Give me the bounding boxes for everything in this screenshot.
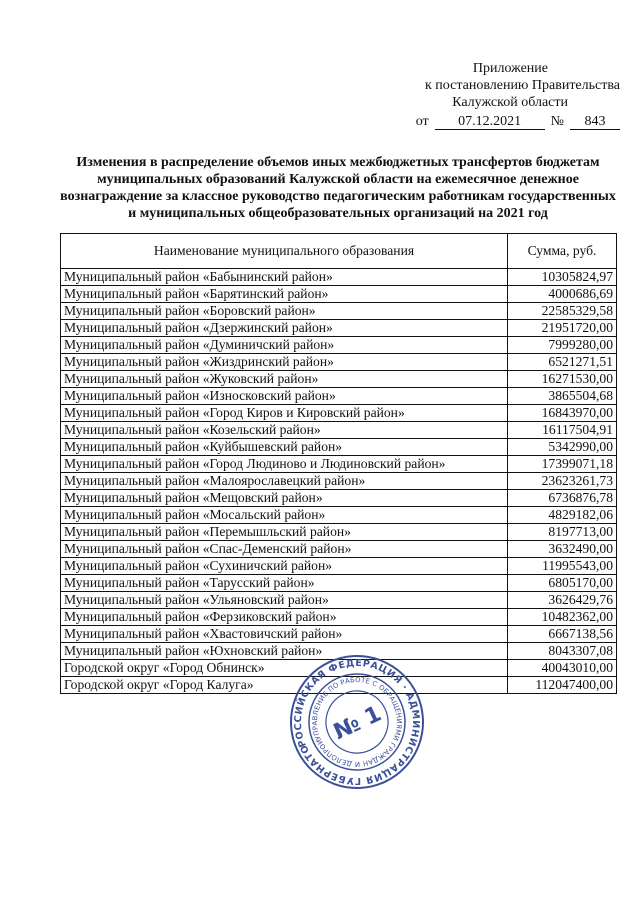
row-sum: 21951720,00 [508, 320, 617, 337]
row-name: Муниципальный район «Сухиничский район» [61, 558, 508, 575]
row-name: Муниципальный район «Перемышльский район» [61, 524, 508, 541]
row-name: Муниципальный район «Барятинский район» [61, 286, 508, 303]
table-row [61, 456, 617, 473]
document-title: Изменения в распределение объемов иных межбюджетных трансфертов бюджетам муниципальных образований Калужской области на ежемесячное денежное вознаграждение за классное руководство педагогическим работникам государственных и муниципальных общеобразовательных организаций на 2021 год [60, 155, 616, 221]
row-sum: 7999280,00 [508, 337, 617, 354]
table-row [61, 303, 617, 320]
table-row [61, 337, 617, 354]
seal-number: № 1 [329, 701, 386, 746]
table-row [61, 388, 617, 405]
table-row [61, 490, 617, 507]
table-header-row [61, 234, 617, 269]
table-row [61, 541, 617, 558]
appendix-line-2: к постановлению Правительства [424, 78, 620, 93]
signature-line [400, 113, 620, 130]
allocation-table [60, 233, 617, 694]
row-name: Муниципальный район «Город Людиново и Людиновский район» [61, 456, 508, 473]
row-name: Муниципальный район «Дзержинский район» [61, 320, 508, 337]
row-sum: 40043010,00 [508, 660, 617, 677]
row-sum: 6805170,00 [508, 575, 617, 592]
table-row [61, 320, 617, 337]
row-name: Городской округ «Город Калуга» [61, 677, 508, 694]
row-sum: 10305824,97 [508, 269, 617, 286]
svg-text:РОССИЙСКАЯ ФЕДЕРАЦИЯ · АДМИНИС: РОССИЙСКАЯ ФЕДЕРАЦИЯ · АДМИНИСТРАЦИЯ ГУБЕРНАТОРА [292, 657, 422, 787]
row-name: Муниципальный район «Куйбышевский район» [61, 439, 508, 456]
appendix-line-1: Приложение [472, 61, 548, 76]
table-row [61, 371, 617, 388]
row-name: Муниципальный район «Ульяновский район» [61, 592, 508, 609]
row-sum: 16271530,00 [508, 371, 617, 388]
table-row [61, 507, 617, 524]
row-sum: 17399071,18 [508, 456, 617, 473]
row-name: Муниципальный район «Мещовский район» [61, 490, 508, 507]
appendix-block [400, 60, 620, 130]
row-sum: 3632490,00 [508, 541, 617, 558]
number-sign: № [550, 114, 564, 129]
table-row [61, 286, 617, 303]
table-row [61, 558, 617, 575]
row-sum: 22585329,58 [508, 303, 617, 320]
table-row [61, 524, 617, 541]
svg-text:УПРАВЛЕНИЕ ПО РАБОТЕ С ОБРАЩЕН: УПРАВЛЕНИЕ ПО РАБОТЕ С ОБРАЩЕНИЯМИ ГРАЖДАН И ДЕЛОПРОИЗВОДСТВУ [310, 675, 404, 769]
row-sum: 11995543,00 [508, 558, 617, 575]
header-name: Наименование муниципального образования [61, 234, 508, 269]
appendix-line-3: Калужской области [452, 95, 568, 110]
header-sum: Сумма, руб. [508, 234, 617, 269]
row-name: Муниципальный район «Козельский район» [61, 422, 508, 439]
row-sum: 16117504,91 [508, 422, 617, 439]
row-name: Муниципальный район «Бабынинский район» [61, 269, 508, 286]
row-sum: 4000686,69 [508, 286, 617, 303]
row-sum: 3865504,68 [508, 388, 617, 405]
official-seal [288, 653, 426, 791]
row-name: Муниципальный район «Спас-Деменский район» [61, 541, 508, 558]
table-row [61, 422, 617, 439]
table-row [61, 575, 617, 592]
table-body [61, 269, 617, 694]
row-sum: 6667138,56 [508, 626, 617, 643]
row-sum: 8197713,00 [508, 524, 617, 541]
row-sum: 23623261,73 [508, 473, 617, 490]
row-sum: 6521271,51 [508, 354, 617, 371]
document-number: 843 [570, 114, 620, 130]
row-sum: 10482362,00 [508, 609, 617, 626]
row-name: Муниципальный район «Боровский район» [61, 303, 508, 320]
table-row [61, 592, 617, 609]
row-sum: 6736876,78 [508, 490, 617, 507]
table-row [61, 626, 617, 643]
row-sum: 3626429,76 [508, 592, 617, 609]
row-name: Муниципальный район «Жуковский район» [61, 371, 508, 388]
document-date: 07.12.2021 [435, 114, 545, 130]
table-row [61, 269, 617, 286]
table-row [61, 405, 617, 422]
row-name: Муниципальный район «Износковский район» [61, 388, 508, 405]
row-sum: 8043307,08 [508, 643, 617, 660]
row-sum: 4829182,06 [508, 507, 617, 524]
row-sum: 5342990,00 [508, 439, 617, 456]
row-sum: 16843970,00 [508, 405, 617, 422]
row-name: Муниципальный район «Жиздринский район» [61, 354, 508, 371]
row-name: Городской округ «Город Обнинск» [61, 660, 508, 677]
row-name: Муниципальный район «Тарусский район» [61, 575, 508, 592]
table-row [61, 354, 617, 371]
row-name: Муниципальный район «Мосальский район» [61, 507, 508, 524]
row-name: Муниципальный район «Хвастовичский район» [61, 626, 508, 643]
from-label: от [415, 114, 429, 129]
table-row [61, 473, 617, 490]
row-name: Муниципальный район «Юхновский район» [61, 643, 508, 660]
row-name: Муниципальный район «Думиничский район» [61, 337, 508, 354]
table-row [61, 609, 617, 626]
row-name: Муниципальный район «Город Киров и Кировский район» [61, 405, 508, 422]
row-name: Муниципальный район «Малоярославецкий район» [61, 473, 508, 490]
row-sum: 112047400,00 [508, 677, 617, 694]
table-row [61, 439, 617, 456]
row-name: Муниципальный район «Ферзиковский район» [61, 609, 508, 626]
